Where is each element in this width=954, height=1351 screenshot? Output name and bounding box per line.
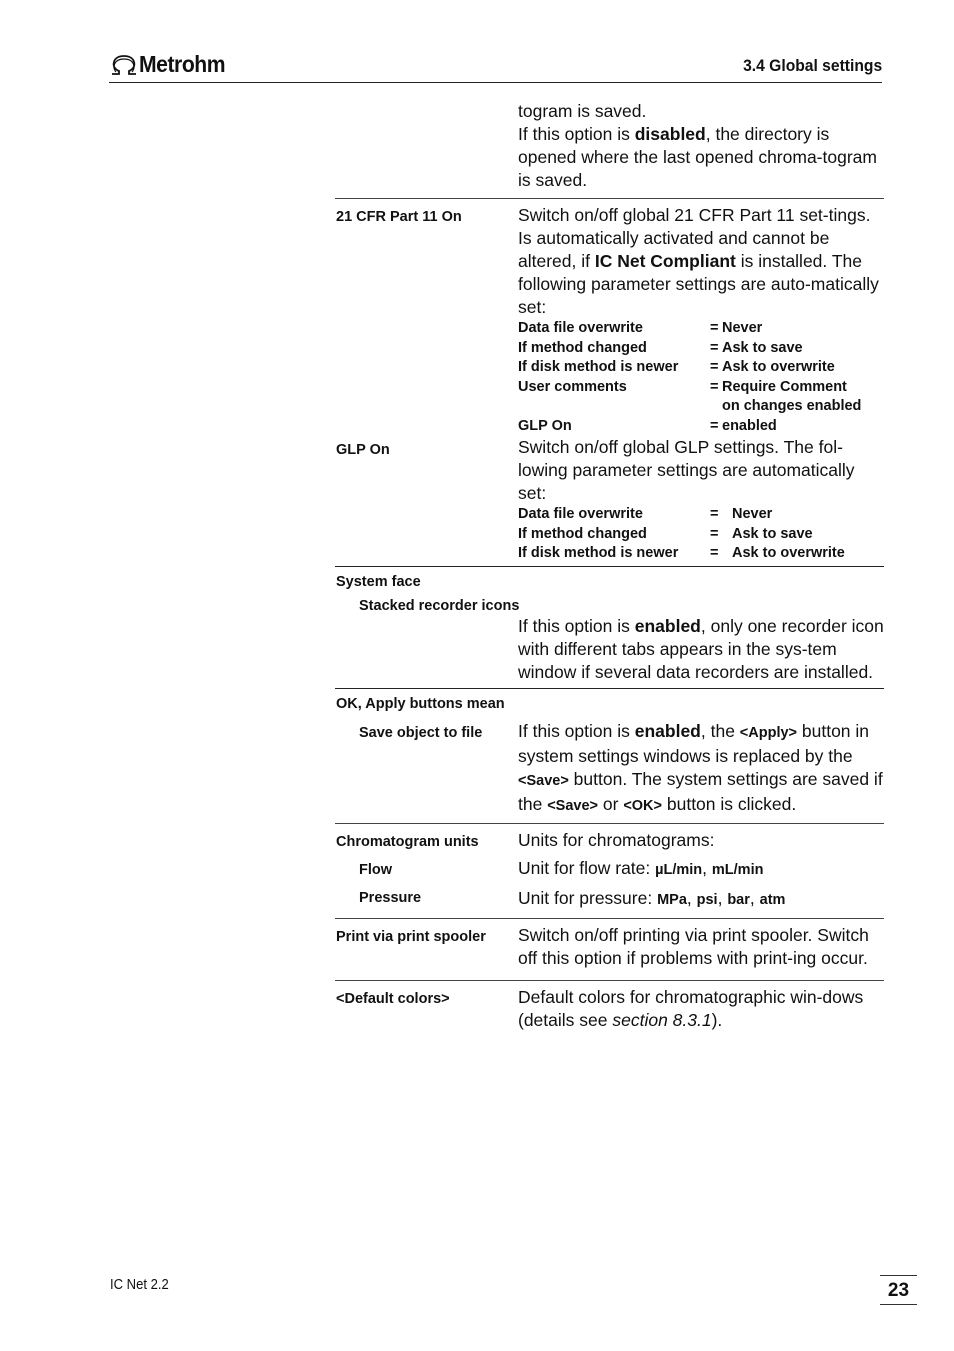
section-title: 3.4 Global settings [742,56,882,75]
glp-setting-row: If method changed = Ask to save [518,525,813,542]
settings-table [335,100,884,1032]
desc-print-spooler: Switch on/off printing via print spooler. Switch off this option if problems with print-ing occur. [518,924,869,968]
label-ok-apply: OK, Apply buttons mean [336,695,505,712]
label-print-spooler: Print via print spooler [336,928,486,945]
page-number: 23 [880,1275,917,1305]
cfr-setting-continuation: on changes enabled [722,398,862,414]
desc-pressure: Unit for pressure: MPa, psi, bar, atm [518,887,786,908]
cfr-setting-row: GLP On = enabled [518,417,777,434]
label-save-object-to-file: Save object to file [359,724,483,741]
glp-setting-row: Data file overwrite = Never [518,506,773,522]
cfr-setting-row: If method changed = Ask to save [518,339,803,356]
cfr-setting-row: Data file overwrite = Never [518,320,763,336]
row-continuation [335,100,884,199]
row-system-face [335,567,884,689]
label-21-cfr: 21 CFR Part 11 On [336,209,462,225]
label-glp-on: GLP On [336,442,390,458]
desc-stacked-recorder-icons: If this option is enabled, only one recorder icon with different tabs appears in the sys-tem window if several data recorders are installed. [518,615,884,682]
label-stacked-recorder-icons: Stacked recorder icons [359,597,520,614]
continuation-text: togram is saved. If this option is disabled, the directory is opened where the last opened chroma-togram is saved. [518,101,877,190]
glp-settings-list [518,505,884,564]
desc-save-object-to-file: If this option is enabled, the <Apply> button in system settings windows is replaced by the <Save> button. The system settings are saved if the <Save> or <OK> button is clicked. [518,720,883,814]
row-21-cfr [335,199,884,436]
desc-chromatogram-units: Units for chromatograms: [518,829,715,850]
label-flow: Flow [359,861,393,878]
label-system-face: System face [336,573,421,590]
page-header [109,50,882,83]
omega-logo-icon [109,53,139,77]
label-chromatogram-units: Chromatogram units [336,833,479,850]
brand-name: Metrohm [139,51,226,77]
row-ok-apply [335,689,884,824]
label-default-colors: <Default colors> [336,990,450,1007]
row-glp-on [335,436,884,567]
desc-flow: Unit for flow rate: µL/min, mL/min [518,857,764,878]
label-pressure: Pressure [359,889,422,906]
footer-product: IC Net 2.2 [110,1277,169,1293]
desc-glp-on: Switch on/off global GLP settings. The fol-lowing parameter settings are automatically set: [518,437,855,503]
metrohm-logo [109,51,233,78]
cfr-setting-row: If disk method is newer = Ask to overwrite [518,359,835,375]
row-default-colors [335,981,884,1032]
cfr-settings-list [518,319,884,436]
cfr-setting-row: User comments = Require Comment [518,378,847,395]
row-chromatogram-units [335,824,884,919]
glp-setting-row: If disk method is newer = Ask to overwrite [518,545,845,561]
desc-default-colors: Default colors for chromatographic win-dows (details see section 8.3.1). [518,986,864,1030]
desc-21-cfr: Switch on/off global 21 CFR Part 11 set-tings. Is automatically activated and cannot be altered, if IC Net Compliant is installed. The following parameter settings are auto-matically set: [518,205,879,317]
row-print-spooler [335,919,884,981]
